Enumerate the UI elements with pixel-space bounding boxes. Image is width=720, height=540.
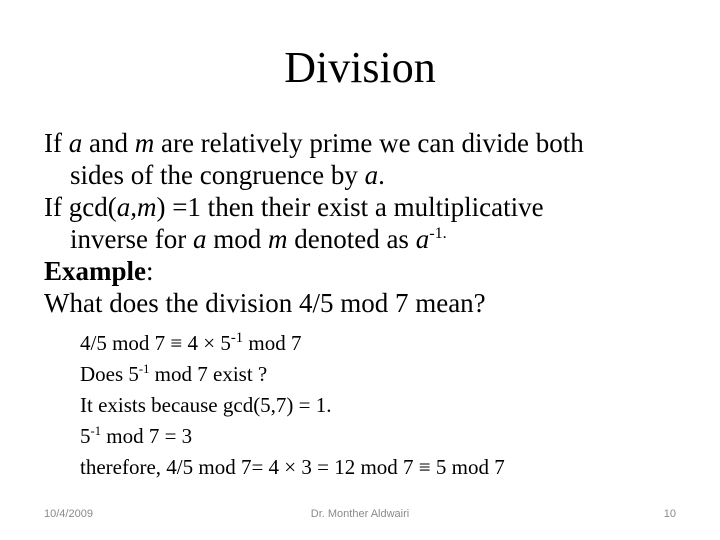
superscript: -1. [429,224,447,242]
var-args: a,m [116,192,157,222]
superscript: -1 [230,330,244,346]
var-a: a [68,128,83,158]
text: sides of the congruence by [70,160,365,190]
superscript: -1 [90,424,101,438]
var-a: a [364,160,379,190]
text: : [146,256,154,286]
question-line: What does the division 4/5 mod 7 mean? [44,288,486,318]
step-line [80,421,700,452]
step-line [80,359,700,390]
text: mod 7 exist ? [149,362,268,386]
footer-date: 10/4/2009 [44,508,93,520]
text: 5 [80,424,91,448]
slide-body [44,127,704,319]
paragraph-gcd-inverse [44,191,704,255]
step-line: It exists because gcd(5,7) = 1. [80,393,332,417]
var-m: m [267,224,288,254]
text: Does 5 [80,362,139,386]
text: mod 7 = 3 [101,424,193,448]
step-line: therefore, 4/5 mod 7= 4 × 3 = 12 mod 7 ≡ 5 mod 7 [80,455,505,479]
footer-page-number: 10 [663,508,676,520]
text: and [82,128,135,158]
line [44,191,704,223]
text: mod [206,224,268,254]
step-line [80,328,700,359]
text: . [378,160,385,190]
example-label: Example [44,256,147,286]
text: If [44,128,69,158]
text: are relatively prime we can divide both [154,128,584,158]
example-steps [80,328,700,483]
var-m: m [134,128,155,158]
line-continuation [44,223,704,255]
superscript: -1 [138,362,150,376]
text: mod 7 [243,331,302,355]
var-a: a [192,224,207,254]
text: ) =1 then their exist a multiplicative [156,192,544,222]
text: 4/5 mod 7 ≡ 4 × 5 [80,331,231,355]
var-a: a [415,224,430,254]
footer-author: Dr. Monther Aldwairi [310,508,410,520]
slide-title: Division [284,43,436,92]
line-continuation [44,159,704,191]
paragraph-relatively-prime [44,127,704,191]
line [44,127,704,159]
text: If gcd( [44,192,117,222]
text: denoted as [287,224,416,254]
example-heading [44,255,704,287]
text: inverse for [70,224,193,254]
